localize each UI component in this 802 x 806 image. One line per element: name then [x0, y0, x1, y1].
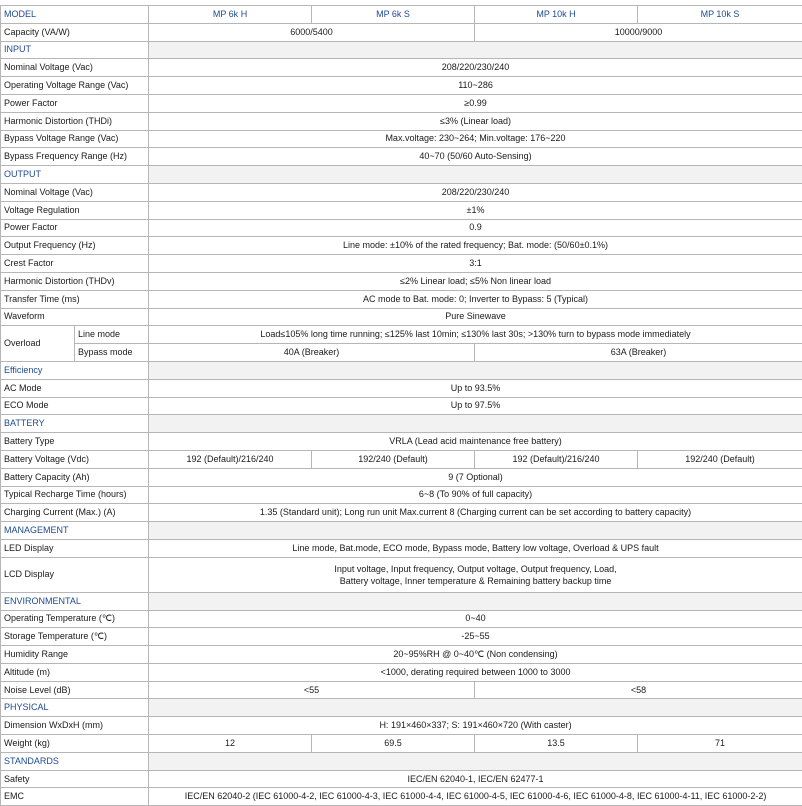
lcd-display-row	[1, 557, 802, 592]
spec-row	[1, 272, 802, 290]
spec-row	[1, 379, 802, 397]
overload-bypass-6k: 40A (Breaker)	[149, 344, 475, 362]
spec-label: Harmonic Distortion (THDi)	[1, 112, 149, 130]
spec-value: H: 191×460×337; S: 191×460×720 (With caster)	[149, 717, 802, 735]
noise-10k: <58	[475, 681, 802, 699]
spec-label: Weight (kg)	[1, 735, 149, 753]
overload-bypass-row	[1, 344, 802, 362]
spec-value: 3:1	[149, 255, 802, 273]
section-title: STANDARDS	[1, 752, 149, 770]
capacity-label: Capacity (VA/W)	[1, 23, 149, 41]
noise-row	[1, 681, 802, 699]
spec-value: 6~8 (To 90% of full capacity)	[149, 486, 802, 504]
spec-label: Battery Capacity (Ah)	[1, 468, 149, 486]
model-mp10ks: MP 10k S	[638, 6, 802, 24]
spec-label: Battery Type	[1, 433, 149, 451]
spec-row	[1, 148, 802, 166]
weight-mp10kh: 13.5	[475, 735, 638, 753]
spec-label: Dimension WxDxH (mm)	[1, 717, 149, 735]
spec-row	[1, 290, 802, 308]
spec-row	[1, 397, 802, 415]
spec-value: ≤2% Linear load; ≤5% Non linear load	[149, 272, 802, 290]
overload-bypass-10k: 63A (Breaker)	[475, 344, 802, 362]
spec-value: -25~55	[149, 628, 802, 646]
weight-mp6ks: 69.5	[312, 735, 475, 753]
spec-row	[1, 610, 802, 628]
spec-row	[1, 308, 802, 326]
spec-row	[1, 770, 802, 788]
noise-6k: <55	[149, 681, 475, 699]
battery-voltage-mp6kh: 192 (Default)/216/240	[149, 450, 312, 468]
spec-value: ≤3% (Linear load)	[149, 112, 802, 130]
battery-voltage-mp10ks: 192/240 (Default)	[638, 450, 802, 468]
section-physical	[1, 699, 802, 717]
spec-row	[1, 237, 802, 255]
spec-value: 0~40	[149, 610, 802, 628]
section-output	[1, 166, 802, 184]
section-input	[1, 41, 802, 59]
spec-label: Humidity Range	[1, 646, 149, 664]
section-title: PHYSICAL	[1, 699, 149, 717]
model-mp10kh: MP 10k H	[475, 6, 638, 24]
spec-row	[1, 219, 802, 237]
spec-table	[0, 5, 802, 806]
battery-voltage-mp6ks: 192/240 (Default)	[312, 450, 475, 468]
section-title: OUTPUT	[1, 166, 149, 184]
spec-label: Charging Current (Max.) (A)	[1, 504, 149, 522]
model-mp6ks: MP 6k S	[312, 6, 475, 24]
spec-value: Line mode, Bat.mode, ECO mode, Bypass mode, Battery low voltage, Overload & UPS fault	[149, 539, 802, 557]
section-standards	[1, 752, 802, 770]
lcd-display-value	[149, 557, 802, 592]
spec-label: Output Frequency (Hz)	[1, 237, 149, 255]
spec-label: EMC	[1, 788, 149, 806]
spec-row	[1, 94, 802, 112]
overload-label: Overload	[1, 326, 75, 362]
spec-value: VRLA (Lead acid maintenance free battery)	[149, 433, 802, 451]
spec-value: IEC/EN 62040-1, IEC/EN 62477-1	[149, 770, 802, 788]
model-mp6kh: MP 6k H	[149, 6, 312, 24]
lcd-display-line-2: Battery voltage, Inner temperature & Remaining battery backup time	[152, 575, 799, 587]
spec-label: Nominal Voltage (Vac)	[1, 183, 149, 201]
spec-label: Safety	[1, 770, 149, 788]
spec-label: Bypass Voltage Range (Vac)	[1, 130, 149, 148]
overload-bypass-mode-label: Bypass mode	[75, 344, 149, 362]
weight-row	[1, 735, 802, 753]
spec-label: LCD Display	[1, 557, 149, 592]
section-title: INPUT	[1, 41, 149, 59]
spec-value: <1000, derating required between 1000 to 3000	[149, 663, 802, 681]
section-title: BATTERY	[1, 415, 149, 433]
overload-line-mode-value: Load≤105% long time running; ≤125% last 10min; ≤130% last 30s; >130% turn to bypass mode immediately	[149, 326, 802, 344]
spec-row	[1, 255, 802, 273]
spec-row	[1, 539, 802, 557]
spec-label: Noise Level (dB)	[1, 681, 149, 699]
spec-label: LED Display	[1, 539, 149, 557]
spec-row	[1, 788, 802, 806]
spec-row	[1, 717, 802, 735]
spec-value: 40~70 (50/60 Auto-Sensing)	[149, 148, 802, 166]
section-efficiency	[1, 361, 802, 379]
section-title: MANAGEMENT	[1, 522, 149, 540]
spec-row	[1, 628, 802, 646]
spec-value: Max.voltage: 230~264; Min.voltage: 176~220	[149, 130, 802, 148]
section-title: ENVIRONMENTAL	[1, 592, 149, 610]
spec-label: Harmonic Distortion (THDv)	[1, 272, 149, 290]
spec-row	[1, 201, 802, 219]
spec-value: 0.9	[149, 219, 802, 237]
spec-value: Up to 93.5%	[149, 379, 802, 397]
capacity-6k: 6000/5400	[149, 23, 475, 41]
spec-label: Operating Temperature (℃)	[1, 610, 149, 628]
spec-value: 9 (7 Optional)	[149, 468, 802, 486]
spec-label: Battery Voltage (Vdc)	[1, 450, 149, 468]
overload-line-mode-label: Line mode	[75, 326, 149, 344]
spec-label: Crest Factor	[1, 255, 149, 273]
spec-value: Line mode: ±10% of the rated frequency; Bat. mode: (50/60±0.1%)	[149, 237, 802, 255]
battery-voltage-row	[1, 450, 802, 468]
spec-row	[1, 112, 802, 130]
spec-row	[1, 433, 802, 451]
spec-value: 208/220/230/240	[149, 183, 802, 201]
spec-value: ≥0.99	[149, 94, 802, 112]
spec-label: Power Factor	[1, 219, 149, 237]
spec-label: Altitude (m)	[1, 663, 149, 681]
spec-label: Operating Voltage Range (Vac)	[1, 77, 149, 95]
capacity-row	[1, 23, 802, 41]
spec-label: Waveform	[1, 308, 149, 326]
section-management	[1, 522, 802, 540]
spec-label: Nominal Voltage (Vac)	[1, 59, 149, 77]
spec-row	[1, 183, 802, 201]
spec-label: Storage Temperature (℃)	[1, 628, 149, 646]
spec-label: Power Factor	[1, 94, 149, 112]
spec-value: ±1%	[149, 201, 802, 219]
model-label: MODEL	[1, 6, 149, 24]
spec-row	[1, 130, 802, 148]
spec-label: Transfer Time (ms)	[1, 290, 149, 308]
spec-row	[1, 77, 802, 95]
spec-label: Typical Recharge Time (hours)	[1, 486, 149, 504]
spec-value: Pure Sinewave	[149, 308, 802, 326]
spec-row	[1, 663, 802, 681]
spec-row	[1, 504, 802, 522]
section-title: Efficiency	[1, 361, 149, 379]
spec-label: Voltage Regulation	[1, 201, 149, 219]
weight-mp10ks: 71	[638, 735, 802, 753]
spec-row	[1, 646, 802, 664]
spec-row	[1, 468, 802, 486]
lcd-display-line-1: Input voltage, Input frequency, Output voltage, Output frequency, Load,	[152, 563, 799, 575]
capacity-10k: 10000/9000	[475, 23, 802, 41]
spec-row	[1, 486, 802, 504]
spec-row	[1, 59, 802, 77]
spec-value: 20~95%RH @ 0~40℃ (Non condensing)	[149, 646, 802, 664]
spec-label: ECO Mode	[1, 397, 149, 415]
spec-label: AC Mode	[1, 379, 149, 397]
overload-line-row	[1, 326, 802, 344]
section-battery	[1, 415, 802, 433]
section-environmental	[1, 592, 802, 610]
spec-value: IEC/EN 62040-2 (IEC 61000-4-2, IEC 61000-4-3, IEC 61000-4-4, IEC 61000-4-5, IEC 61000-4-6, IEC 61000-4-8, IEC 61000-4-11, IEC 61000-2-2)	[149, 788, 802, 806]
model-header-row	[1, 6, 802, 24]
spec-value: 1.35 (Standard unit); Long run unit Max.current 8 (Charging current can be set according to battery capacity)	[149, 504, 802, 522]
spec-value: AC mode to Bat. mode: 0; Inverter to Bypass: 5 (Typical)	[149, 290, 802, 308]
spec-value: 208/220/230/240	[149, 59, 802, 77]
spec-label: Bypass Frequency Range (Hz)	[1, 148, 149, 166]
spec-value: Up to 97.5%	[149, 397, 802, 415]
battery-voltage-mp10kh: 192 (Default)/216/240	[475, 450, 638, 468]
weight-mp6kh: 12	[149, 735, 312, 753]
spec-value: 110~286	[149, 77, 802, 95]
